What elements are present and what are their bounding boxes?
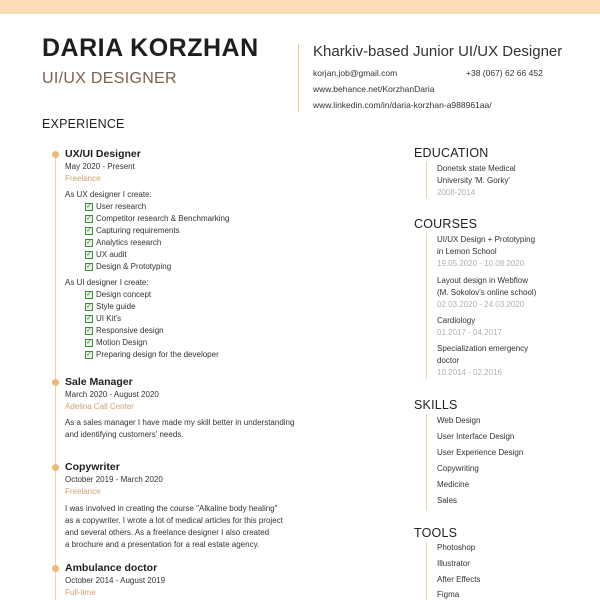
skill-item: User Experience Design <box>437 448 524 457</box>
tools-line <box>426 542 427 600</box>
resume-name: DARIA KORZHAN <box>42 34 259 62</box>
tool-item: Illustrator <box>437 559 470 568</box>
job-title: UX/UI Designer <box>65 148 141 160</box>
job-title: Ambulance doctor <box>65 562 158 574</box>
contact-phone[interactable]: +38 (067) 62 66 452 <box>466 68 543 78</box>
course-item: UI/UX Design + Prototyping <box>437 235 536 244</box>
education-item: University 'M. Gorky' <box>437 176 510 185</box>
contact-behance[interactable]: www.behance.net/KorzhanDaria <box>313 84 435 94</box>
skill-item: Medicine <box>437 480 470 489</box>
header-divider <box>298 44 299 112</box>
job-description-line: and identifying customers' needs. <box>65 430 184 439</box>
list-item: ✓ Design concept <box>86 290 152 299</box>
resume-headline: Kharkiv-based Junior UI/UX Designer <box>313 43 563 60</box>
job-description-line: As a sales manager I have made my skill better in understanding <box>65 418 295 427</box>
checkbox-icon: ✓ <box>86 351 92 358</box>
list-item: ✓ Design & Prototyping <box>86 262 172 271</box>
list-item: ✓ User research <box>86 202 147 211</box>
skill-item: Sales <box>437 496 458 505</box>
checkbox-icon: ✓ <box>86 291 92 298</box>
list-item: ✓ UI Kit's <box>86 314 122 323</box>
job-date: May 2020 - Present <box>65 162 135 171</box>
checkbox-icon: ✓ <box>86 227 92 234</box>
course-date: 10.2014 - 02.2016 <box>437 368 502 377</box>
list-item: ✓ UX audit <box>86 250 127 259</box>
checkbox-icon: ✓ <box>86 251 92 258</box>
list-item: ✓ Preparing design for the developer <box>86 350 219 359</box>
list-item: ✓ Competitor research & Benchmarking <box>86 214 230 223</box>
list-item: ✓ Analytics research <box>86 238 162 247</box>
checkbox-icon: ✓ <box>86 315 92 322</box>
job-title: Copywriter <box>65 461 120 473</box>
course-date: 01.2017 - 04.2017 <box>437 328 502 337</box>
job-title: Sale Manager <box>65 376 133 388</box>
job-description-line: I was involved in creating the course "Alkaline body healing" <box>65 504 278 513</box>
job-date: March 2020 - August 2020 <box>65 390 159 399</box>
course-item: Layout design in Webflow <box>437 276 529 285</box>
list-item: ✓ Motion Design <box>86 338 148 347</box>
courses-title: COURSES <box>414 217 478 231</box>
job-dot <box>52 565 59 572</box>
tool-item: Figma <box>437 590 460 599</box>
job-description-line: as a copywriter. I wrote a lot of medical articles for this project <box>65 516 283 525</box>
courses-line <box>426 233 427 379</box>
checkbox-icon: ✓ <box>86 239 92 246</box>
course-item: Cardiology <box>437 316 476 325</box>
job-company: Freelance <box>65 487 101 496</box>
skill-item: Web Design <box>437 416 481 425</box>
checkbox-icon: ✓ <box>86 327 92 334</box>
skill-item: Copywriting <box>437 464 479 473</box>
top-accent-bar <box>0 0 600 14</box>
course-item: in Lemon School <box>437 247 497 256</box>
checkbox-icon: ✓ <box>86 263 92 270</box>
education-title: EDUCATION <box>414 146 489 160</box>
tool-item: Photoshop <box>437 543 476 552</box>
contact-linkedin[interactable]: www.linkedin.com/in/daria-korzhan-a988961aa/ <box>313 100 492 110</box>
checkbox-icon: ✓ <box>86 215 92 222</box>
job-company: Full-time <box>65 588 96 597</box>
job-date: October 2014 - August 2019 <box>65 576 166 585</box>
contact-email[interactable]: korjan.job@gmail.com <box>313 68 398 78</box>
checkbox-icon: ✓ <box>86 303 92 310</box>
checkbox-icon: ✓ <box>86 339 92 346</box>
education-line <box>426 162 427 198</box>
course-item: (M. Sokolov's online school) <box>437 288 537 297</box>
list-item: ✓ Capturing requirements <box>86 226 180 235</box>
skills-line <box>426 414 427 510</box>
job-ux-intro: As UX designer I create: <box>65 190 152 199</box>
job-dot <box>52 379 59 386</box>
tool-item: After Effects <box>437 575 481 584</box>
course-item: Specialization emergency <box>437 344 529 353</box>
list-item: ✓ Responsive design <box>86 326 164 335</box>
tools-title: TOOLS <box>414 526 458 540</box>
course-item: doctor <box>437 356 460 365</box>
experience-timeline <box>55 154 56 600</box>
course-date: 19.05.2020 - 10.08.2020 <box>437 259 525 268</box>
education-item: Donetsk state Medical <box>437 164 516 173</box>
education-date: 2008-2014 <box>437 188 476 197</box>
job-company: Adelina Call Center <box>65 402 134 411</box>
resume-role: UI/UX DESIGNER <box>42 70 177 87</box>
course-date: 02.03.2020 - 24.03.2020 <box>437 300 525 309</box>
experience-title: EXPERIENCE <box>42 117 125 131</box>
skills-title: SKILLS <box>414 398 458 412</box>
job-company: Freelance <box>65 174 101 183</box>
job-dot <box>52 464 59 471</box>
job-date: October 2019 - March 2020 <box>65 475 163 484</box>
list-item: ✓ Style guide <box>86 302 136 311</box>
job-description-line: a brochure and a presentation for a real estate agency. <box>65 540 260 549</box>
job-ui-intro: As UI designer I create: <box>65 278 149 287</box>
job-dot <box>52 151 59 158</box>
skill-item: User Interface Design <box>437 432 515 441</box>
job-description-line: and several others. As a freelance designer I also created <box>65 528 270 537</box>
checkbox-icon: ✓ <box>86 203 92 210</box>
